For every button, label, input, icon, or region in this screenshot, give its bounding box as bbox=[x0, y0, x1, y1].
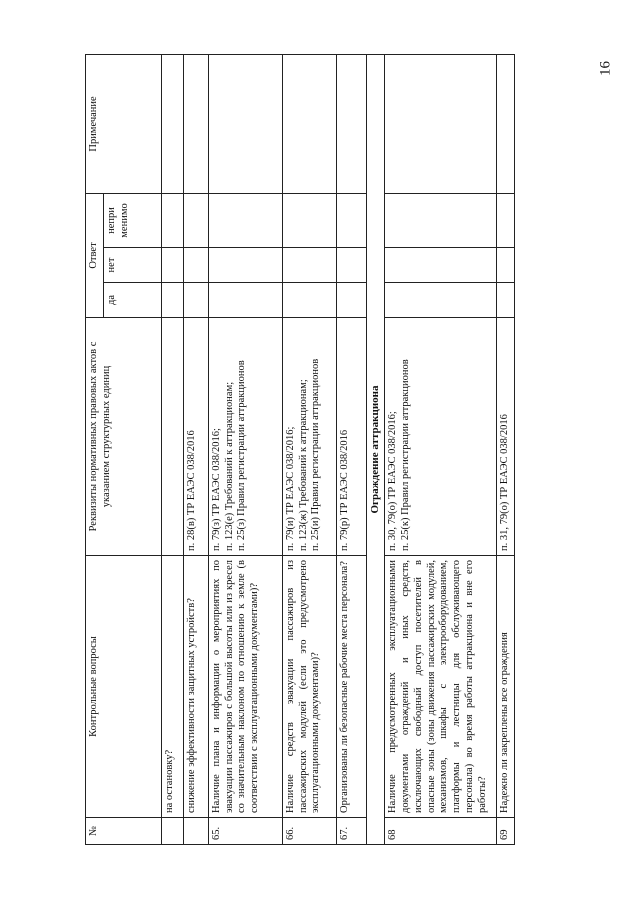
row-question: Организованы ли безопасные рабочие места персонала? bbox=[336, 556, 366, 818]
table-body bbox=[161, 54, 514, 844]
note-cell bbox=[385, 54, 497, 193]
ref-line: п. 123(ж) Требований к аттракционам; bbox=[297, 379, 309, 551]
answer-yes-cell bbox=[161, 283, 183, 318]
answer-na-cell bbox=[208, 193, 282, 247]
header-questions: Контрольные вопросы bbox=[86, 556, 162, 818]
row-question: Наличие средств эвакуации пассажиров из пассажирских модулей (если это предусмотрено эксплуатационными документами)? bbox=[282, 556, 336, 818]
rotated-table-area bbox=[85, 55, 555, 845]
answer-na-cell bbox=[183, 193, 208, 247]
table-row bbox=[282, 54, 336, 844]
ref-line: п. 79(р) ТР ЕАЭС 038/2016 bbox=[338, 429, 350, 551]
answer-yes-cell bbox=[497, 283, 515, 318]
answer-no-cell bbox=[336, 248, 366, 283]
answer-no-cell bbox=[282, 248, 336, 283]
row-refs bbox=[183, 318, 208, 556]
table-row bbox=[336, 54, 366, 844]
answer-na-cell bbox=[385, 193, 497, 247]
answer-no-cell bbox=[161, 248, 183, 283]
header-note: Примечание bbox=[86, 54, 162, 193]
row-question: Наличие предусмотренных эксплуатационными документами ограждений и иных средств, исключающих свободный доступ посетителей в опасные зоны (зоны движения пассажирских модулей, механизмов, шкафы с электрооборудованием, платформы и лестницы для обслуживающего персонала) во время работы аттракциона и вне его работы? bbox=[385, 556, 497, 818]
row-refs bbox=[385, 318, 497, 556]
row-refs bbox=[497, 318, 515, 556]
answer-yes-cell bbox=[183, 283, 208, 318]
answer-yes-cell bbox=[336, 283, 366, 318]
section-title: Ограждение аттракциона bbox=[366, 54, 384, 844]
answer-no-cell bbox=[183, 248, 208, 283]
header-answer: Ответ bbox=[86, 193, 104, 317]
table-row bbox=[161, 54, 183, 844]
ref-line: п. 25(з) Правил регистрации аттракционов bbox=[236, 360, 248, 551]
table-row bbox=[385, 54, 497, 844]
ref-line: п. 123(е) Требований к аттракционам; bbox=[223, 381, 235, 551]
note-cell bbox=[336, 54, 366, 193]
ref-line: п. 25(к) Правил регистрации аттракционов bbox=[400, 359, 411, 551]
header-refs: Реквизиты нормативных правовых актов с указанием структурных единиц bbox=[86, 318, 162, 556]
answer-yes-cell bbox=[208, 283, 282, 318]
answer-no-cell bbox=[208, 248, 282, 283]
header-na: непри менимо bbox=[103, 193, 161, 247]
table-row bbox=[497, 54, 515, 844]
table-row bbox=[183, 54, 208, 844]
note-cell bbox=[208, 54, 282, 193]
checklist-table bbox=[85, 54, 515, 845]
ref-line: п. 31, 79(о) ТР ЕАЭС 038/2016 bbox=[499, 414, 511, 551]
note-cell bbox=[161, 54, 183, 193]
answer-no-cell bbox=[385, 248, 497, 283]
row-refs bbox=[208, 318, 282, 556]
ref-line: п. 79(и) ТР ЕАЭС 038/2016; bbox=[284, 426, 296, 551]
answer-yes-cell bbox=[385, 283, 497, 318]
row-number: 69 bbox=[497, 818, 515, 845]
section-row bbox=[366, 54, 384, 844]
page-number: 16 bbox=[597, 61, 614, 76]
row-question: Надежно ли закреплены все ограждения bbox=[497, 556, 515, 818]
ref-line: п. 30, 79(о) ТР ЕАЭС 038/2016; bbox=[387, 411, 399, 551]
answer-na-cell bbox=[336, 193, 366, 247]
ref-line: п. 25(и) Правил регистрации аттракционов bbox=[310, 358, 322, 551]
header-num: № bbox=[86, 818, 162, 845]
row-number bbox=[161, 818, 183, 845]
ref-line: п. 28(в) ТР ЕАЭС 038/2016 bbox=[185, 430, 197, 551]
answer-na-cell bbox=[282, 193, 336, 247]
row-refs bbox=[282, 318, 336, 556]
answer-no-cell bbox=[497, 248, 515, 283]
row-refs bbox=[161, 318, 183, 556]
ref-line: п. 79(з) ТР ЕАЭС 038/2016; bbox=[210, 428, 222, 551]
note-cell bbox=[497, 54, 515, 193]
row-number: 65. bbox=[208, 818, 282, 845]
table-rotator bbox=[85, 55, 555, 845]
table-row bbox=[208, 54, 282, 844]
row-refs bbox=[336, 318, 366, 556]
header-yes: да bbox=[103, 283, 161, 318]
header-row bbox=[86, 54, 104, 844]
row-question: на остановку? bbox=[161, 556, 183, 818]
note-cell bbox=[183, 54, 208, 193]
row-number: 67. bbox=[336, 818, 366, 845]
header-no: нет bbox=[103, 248, 161, 283]
row-question: Наличие плана и информации о мероприятиях по эвакуации пассажиров с большой высоты или из кресел со значительным наклоном по отношению к земле (в соответствии с эксплуатационными документами)? bbox=[208, 556, 282, 818]
note-cell bbox=[282, 54, 336, 193]
row-number: 66. bbox=[282, 818, 336, 845]
answer-na-cell bbox=[497, 193, 515, 247]
answer-na-cell bbox=[161, 193, 183, 247]
row-question: снижение эффективности защитных устройств? bbox=[183, 556, 208, 818]
answer-yes-cell bbox=[282, 283, 336, 318]
row-number: 68 bbox=[385, 818, 497, 845]
row-number bbox=[183, 818, 208, 845]
